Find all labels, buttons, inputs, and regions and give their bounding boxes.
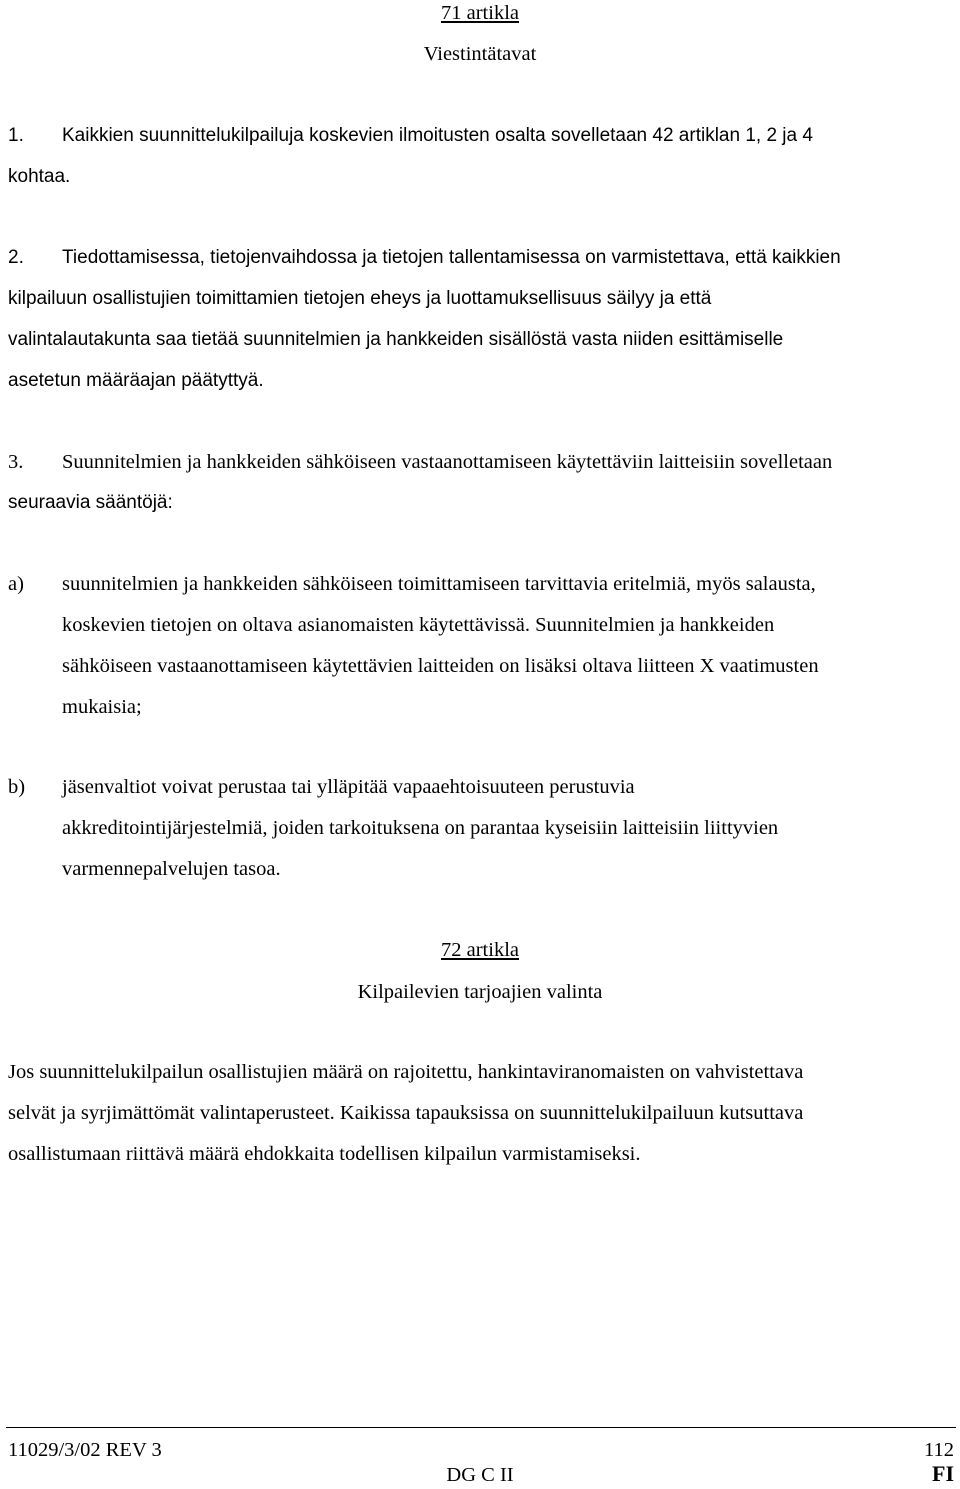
p3-number: 3.: [8, 451, 24, 473]
footer-doc-ref: 11029/3/02 REV 3: [8, 1439, 162, 1461]
p2-line-4: asetetun määräajan päätyttyä.: [8, 370, 264, 391]
p3-line-2: seuraavia sääntöjä:: [8, 492, 173, 513]
item-b-line-1: jäsenvaltiot voivat perustaa tai ylläpitää vapaaehtoisuuteen perustuvia: [62, 776, 635, 798]
p3-line-1: Suunnitelmien ja hankkeiden sähköiseen vastaanottamiseen käytettäviin laitteisiin sovelletaan: [62, 451, 833, 473]
item-b-line-2: akkreditointijärjestelmiä, joiden tarkoituksena on parantaa kyseisiin laitteisiin liittyvien: [62, 817, 779, 839]
item-a-line-4: mukaisia;: [62, 696, 142, 718]
p2-line-2: kilpailuun osallistujien toimittamien tietojen eheys ja luottamuksellisuus säilyy ja että: [8, 288, 712, 309]
p1-number: 1.: [8, 125, 24, 146]
article-72-line-1: Jos suunnittelukilpailun osallistujien määrä on rajoitettu, hankintaviranomaisten on vahvistettava: [8, 1061, 804, 1083]
item-a-line-3: sähköiseen vastaanottamiseen käytettävien laitteiden on lisäksi oltava liitteen X vaatimusten: [62, 655, 819, 677]
footer-lang: FI: [932, 1461, 954, 1486]
p1-line-1: Kaikkien suunnittelukilpailuja koskevien ilmoitusten osalta sovelletaan 42 artiklan 1, 2 ja 4: [62, 125, 813, 146]
item-b-label: b): [8, 776, 26, 798]
p2-line-1: Tiedottamisessa, tietojenvaihdossa ja tietojen tallentamisessa on varmistettava, että kaikkien: [62, 247, 841, 268]
article-71-title: Viestintätavat: [423, 43, 537, 65]
footer-dg: DG C II: [446, 1464, 514, 1486]
footer-rule: [6, 1427, 956, 1428]
item-a-line-2: koskevien tietojen on oltava asianomaisten käytettävissä. Suunnitelmien ja hankkeiden: [62, 614, 775, 636]
article-71-heading: 71 artikla: [441, 2, 519, 24]
article-72-title: Kilpailevien tarjoajien valinta: [357, 981, 603, 1003]
item-b-line-3: varmennepalvelujen tasoa.: [62, 858, 281, 880]
footer-page-number: 112: [924, 1439, 954, 1461]
p1-line-2: kohtaa.: [8, 166, 71, 187]
article-72-line-3: osallistumaan riittävä määrä ehdokkaita todellisen kilpailun varmistamiseksi.: [8, 1143, 641, 1165]
article-72-heading: 72 artikla: [441, 939, 519, 961]
p2-line-3: valintalautakunta saa tietää suunnitelmien ja hankkeiden sisällöstä vasta niiden esittämiselle: [8, 329, 784, 350]
item-a-label: a): [8, 573, 24, 595]
p2-number: 2.: [8, 247, 24, 268]
article-72-line-2: selvät ja syrjimättömät valintaperusteet. Kaikissa tapauksissa on suunnittelukilpailuun kutsuttava: [8, 1102, 804, 1124]
item-a-line-1: suunnitelmien ja hankkeiden sähköiseen toimittamiseen tarvittavia eritelmiä, myös salausta,: [62, 573, 816, 595]
